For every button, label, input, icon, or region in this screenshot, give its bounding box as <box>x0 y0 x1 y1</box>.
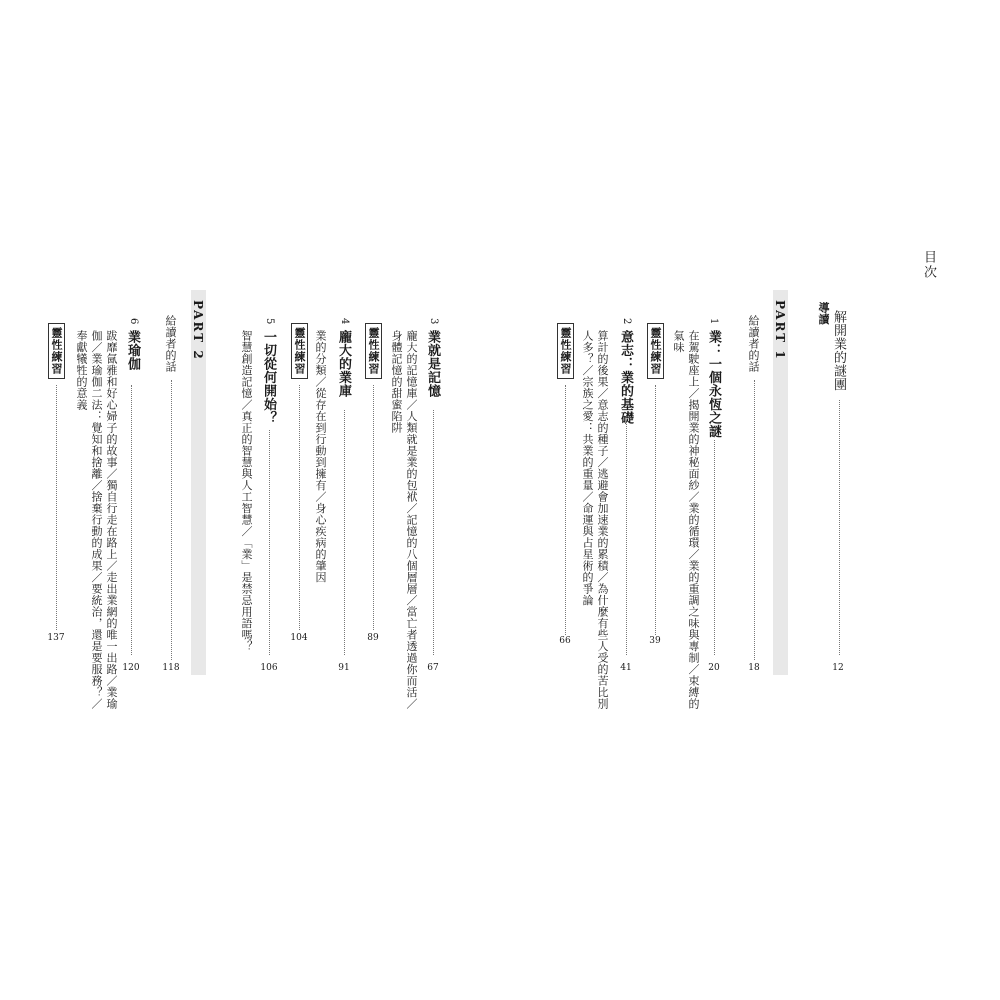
chapter-6-number: 6 <box>128 318 139 325</box>
chapter-3-summary-line-2: 身體記憶的甜蜜陷阱 <box>390 330 403 434</box>
chapter-2-number: 2 <box>621 318 632 325</box>
chapter-2-leader <box>626 420 627 655</box>
chapter-6-leader <box>131 385 132 655</box>
part-2-reader-page: 118 <box>162 663 180 673</box>
chapter-5-summary-line-1: 智慧創造記憶／真正的智慧與人工智慧／「業」是禁忌用語嗎？ <box>240 330 253 652</box>
chapter-2-page: 41 <box>620 663 632 673</box>
chapter-6-title: 業瑜伽 <box>125 330 140 371</box>
chapter-6-practice-leader <box>56 385 57 630</box>
chapter-6-practice-label: 靈性練習 <box>48 323 65 379</box>
chapter-3-practice-leader <box>373 385 374 630</box>
chapter-1-summary-line-1: 在駕駛座上／揭開業的神秘面紗／業的循環／業的重調之味與專制／束縛的 <box>687 330 700 710</box>
chapter-2-practice-leader <box>565 385 566 635</box>
chapter-1-number: 1 <box>708 318 719 325</box>
chapter-4-practice-page: 104 <box>290 633 308 643</box>
chapter-3-practice-page: 89 <box>367 633 379 643</box>
chapter-4-number: 4 <box>339 318 350 325</box>
intro-title: 解開業的謎團 <box>831 310 846 391</box>
chapter-5-number: 5 <box>264 318 275 325</box>
chapter-3-leader <box>433 410 434 655</box>
chapter-3-practice-label: 靈性練習 <box>365 323 382 379</box>
chapter-3-title: 業就是記憶 <box>425 330 440 398</box>
intro-page: 12 <box>832 663 844 673</box>
part-1-reader-page: 18 <box>748 663 760 673</box>
chapter-3-page: 67 <box>427 663 439 673</box>
chapter-4-page: 91 <box>338 663 350 673</box>
chapter-4-practice-leader <box>299 385 300 630</box>
chapter-2-summary-line-1: 算計的後果／意志的種子／逃避會加速業的累積／為什麼有些人受的苦比別 <box>596 330 609 710</box>
chapter-4-title: 龐大的業庫 <box>336 330 351 398</box>
chapter-3-summary-line-1: 龐大的記憶庫／人類就是業的包袱／記憶的八個層層／當亡者透過你而活／ <box>405 330 418 710</box>
chapter-1-summary-line-2: 氣味 <box>672 330 685 353</box>
chapter-1-title: 業：一個永恆之謎 <box>706 330 721 438</box>
chapter-5-page: 106 <box>260 663 278 673</box>
part-1-reader-note: 給讀者的話 <box>747 315 760 373</box>
chapter-5-leader <box>269 430 270 655</box>
chapter-2-practice-label: 靈性練習 <box>557 323 574 379</box>
chapter-2-summary-line-2: 人多？／宗族之愛：共業的重量／命運與占星術的爭論 <box>581 330 594 606</box>
chapter-6-summary-line-2: 伽／業瑜伽二法：覺知和捨離／捨棄行動的成果／要統治，還是要服務？／ <box>90 330 103 710</box>
part-1-reader-leader <box>754 380 755 660</box>
page-title: 目次 <box>921 250 936 280</box>
chapter-6-summary-line-1: 跋靡氤雅和好心婦子的故事／獨自行走在路上／走出業網的唯一出路／業瑜 <box>105 330 118 710</box>
chapter-6-summary-line-3: 奉獻犧牲的意義 <box>75 330 88 411</box>
intro-leader <box>839 400 840 655</box>
part-2-reader-leader <box>171 380 172 660</box>
chapter-2-title: 意志：業的基礎 <box>618 330 633 425</box>
chapter-1-page: 20 <box>708 663 720 673</box>
intro-label: 導讀 <box>817 302 830 325</box>
part-2-reader-note: 給讀者的話 <box>164 315 177 373</box>
chapter-2-practice-page: 66 <box>559 636 571 646</box>
part-2-label: PART 2 <box>191 300 205 361</box>
chapter-6-practice-page: 137 <box>47 633 65 643</box>
chapter-4-summary-line-1: 業的分類／從存在到行動到擁有／身心疾病的肇因 <box>314 330 327 583</box>
chapter-1-practice-leader <box>655 385 656 635</box>
chapter-1-leader <box>714 440 715 655</box>
chapter-1-practice-page: 39 <box>649 636 661 646</box>
chapter-4-practice-label: 靈性練習 <box>291 323 308 379</box>
part-1-label: PART 1 <box>773 300 787 361</box>
chapter-4-leader <box>344 410 345 655</box>
chapter-3-number: 3 <box>428 318 439 325</box>
chapter-5-title: 一切從何開始？ <box>261 330 276 425</box>
chapter-6-page: 120 <box>122 663 140 673</box>
chapter-1-practice-label: 靈性練習 <box>647 323 664 379</box>
